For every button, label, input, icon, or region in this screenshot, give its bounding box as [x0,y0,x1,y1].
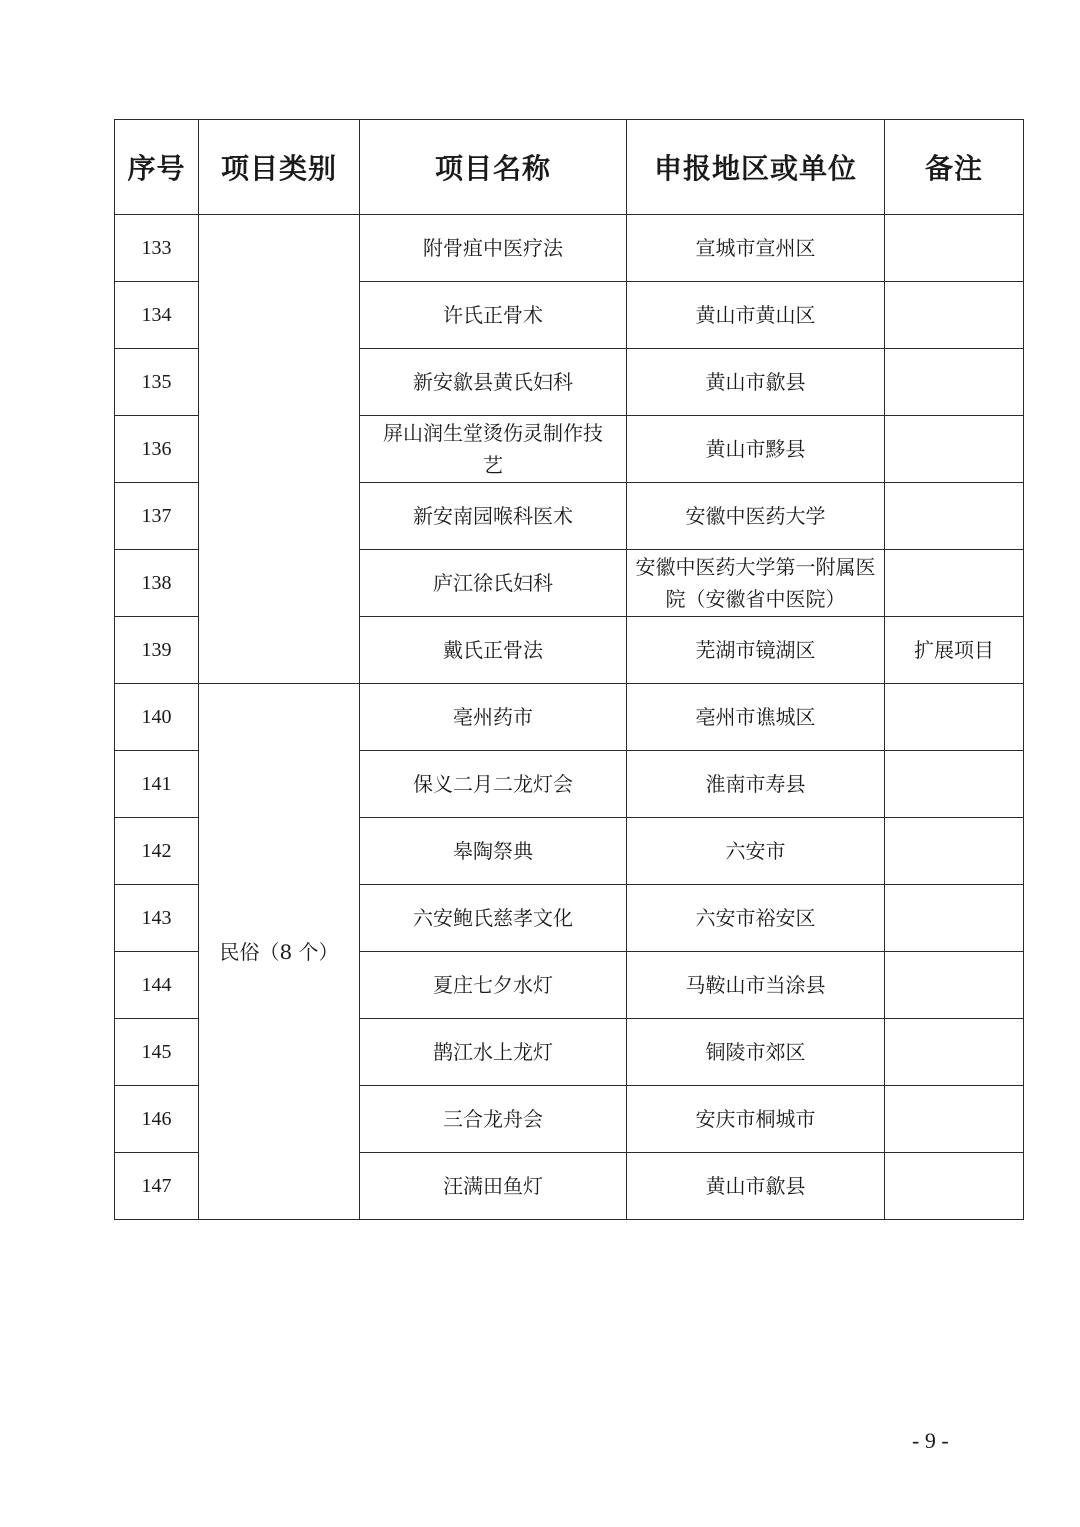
project-name: 屏山润生堂烫伤灵制作技艺 [360,416,627,483]
page-number: - 9 - [912,1428,949,1453]
row-index: 145 [115,1019,199,1086]
category-cell: 民俗（8 个） [199,684,360,1220]
row-index: 136 [115,416,199,483]
row-index: 144 [115,952,199,1019]
project-name: 六安鲍氏慈孝文化 [360,885,627,952]
project-region: 芜湖市镜湖区 [627,617,885,684]
project-region: 安徽中医药大学 [627,483,885,550]
project-region: 黄山市歙县 [627,1153,885,1220]
row-index: 134 [115,282,199,349]
project-name: 新安南园喉科医术 [360,483,627,550]
project-note [885,349,1024,416]
row-index: 140 [115,684,199,751]
category-cell [199,215,360,684]
project-name: 皋陶祭典 [360,818,627,885]
row-index: 142 [115,818,199,885]
header-name: 项目名称 [360,120,627,215]
project-note [885,1086,1024,1153]
project-note [885,483,1024,550]
row-index: 135 [115,349,199,416]
project-region: 六安市裕安区 [627,885,885,952]
project-note [885,684,1024,751]
project-name: 保义二月二龙灯会 [360,751,627,818]
project-name: 鹊江水上龙灯 [360,1019,627,1086]
project-name: 夏庄七夕水灯 [360,952,627,1019]
project-note [885,550,1024,617]
project-note [885,1153,1024,1220]
project-note [885,885,1024,952]
row-index: 137 [115,483,199,550]
project-note [885,1019,1024,1086]
row-index: 146 [115,1086,199,1153]
table-row [115,215,1024,282]
row-index: 147 [115,1153,199,1220]
project-region: 淮南市寿县 [627,751,885,818]
row-index: 141 [115,751,199,818]
header-row [115,120,1024,215]
project-note: 扩展项目 [885,617,1024,684]
project-note [885,215,1024,282]
project-name: 三合龙舟会 [360,1086,627,1153]
project-table [114,119,1024,1220]
project-region: 黄山市黄山区 [627,282,885,349]
project-name: 戴氏正骨法 [360,617,627,684]
project-region: 马鞍山市当涂县 [627,952,885,1019]
row-index: 133 [115,215,199,282]
header-note: 备注 [885,120,1024,215]
project-name: 许氏正骨术 [360,282,627,349]
table-row [115,684,1024,751]
project-name: 庐江徐氏妇科 [360,550,627,617]
row-index: 139 [115,617,199,684]
project-region: 铜陵市郊区 [627,1019,885,1086]
project-name: 亳州药市 [360,684,627,751]
project-note [885,751,1024,818]
project-region: 黄山市歙县 [627,349,885,416]
header-category: 项目类别 [199,120,360,215]
row-index: 138 [115,550,199,617]
project-region: 安庆市桐城市 [627,1086,885,1153]
project-region: 宣城市宣州区 [627,215,885,282]
row-index: 143 [115,885,199,952]
project-name: 附骨疽中医疗法 [360,215,627,282]
project-name: 汪满田鱼灯 [360,1153,627,1220]
project-region: 黄山市黟县 [627,416,885,483]
project-region: 安徽中医药大学第一附属医院（安徽省中医院） [627,550,885,617]
project-note [885,952,1024,1019]
header-index: 序号 [115,120,199,215]
project-region: 六安市 [627,818,885,885]
project-region: 亳州市谯城区 [627,684,885,751]
project-note [885,282,1024,349]
header-region: 申报地区或单位 [627,120,885,215]
project-note [885,416,1024,483]
project-note [885,818,1024,885]
project-name: 新安歙县黄氏妇科 [360,349,627,416]
